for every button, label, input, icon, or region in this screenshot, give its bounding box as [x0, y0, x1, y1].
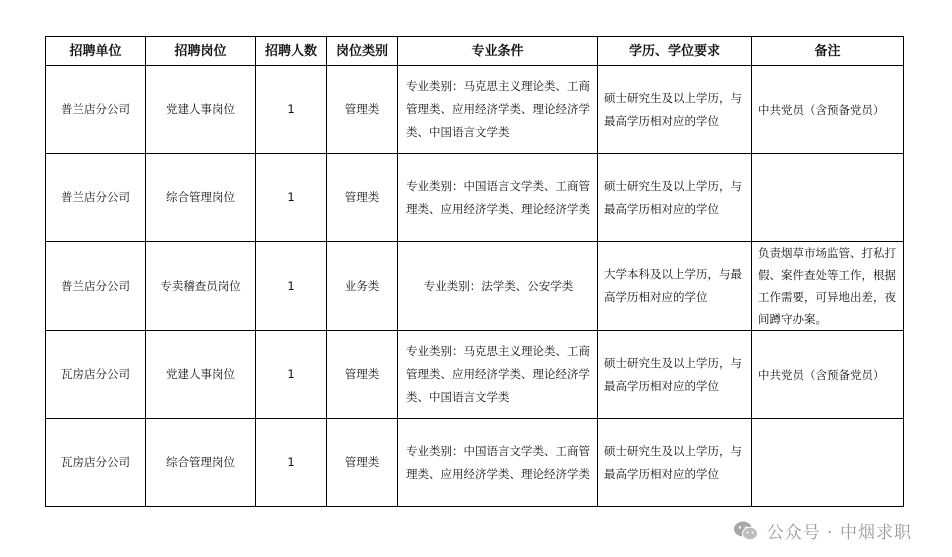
cell-position: 党建人事岗位	[146, 331, 256, 419]
header-major: 专业条件	[398, 37, 598, 66]
cell-unit: 瓦房店分公司	[46, 419, 146, 507]
cell-position: 综合管理岗位	[146, 419, 256, 507]
cell-unit: 瓦房店分公司	[46, 331, 146, 419]
cell-major: 专业类别：中国语言文学类、工商管理类、应用经济学类、理论经济学类	[398, 419, 598, 507]
table-header-row	[46, 37, 904, 66]
cell-category: 管理类	[327, 154, 398, 242]
table-row	[46, 331, 904, 419]
cell-education: 硕士研究生及以上学历，与最高学历相对应的学位	[598, 419, 752, 507]
cell-education: 大学本科及以上学历，与最高学历相对应的学位	[598, 242, 752, 331]
cell-note: 负责烟草市场监管、打私打假、案件查处等工作，根据工作需要，可异地出差，夜间蹲守办案。	[752, 242, 904, 331]
header-unit: 招聘单位	[46, 37, 146, 66]
cell-count: 1	[256, 242, 327, 331]
cell-category: 管理类	[327, 419, 398, 507]
watermark	[733, 518, 912, 543]
header-education: 学历、学位要求	[598, 37, 752, 66]
cell-major: 专业类别：法学类、公安学类	[398, 242, 598, 331]
cell-education: 硕士研究生及以上学历，与最高学历相对应的学位	[598, 66, 752, 154]
table-row	[46, 154, 904, 242]
cell-education: 硕士研究生及以上学历，与最高学历相对应的学位	[598, 154, 752, 242]
cell-note	[752, 419, 904, 507]
cell-major: 专业类别：马克思主义理论类、工商管理类、应用经济学类、理论经济学类、中国语言文学类	[398, 66, 598, 154]
header-count: 招聘人数	[256, 37, 327, 66]
table-row	[46, 419, 904, 507]
recruitment-table-container	[45, 36, 903, 507]
cell-category: 管理类	[327, 66, 398, 154]
cell-unit: 普兰店分公司	[46, 66, 146, 154]
cell-count: 1	[256, 66, 327, 154]
cell-category: 业务类	[327, 242, 398, 331]
cell-count: 1	[256, 154, 327, 242]
cell-unit: 普兰店分公司	[46, 242, 146, 331]
watermark-text: 公众号 · 中烟求职	[766, 523, 912, 543]
cell-count: 1	[256, 331, 327, 419]
table-row	[46, 66, 904, 154]
cell-position: 专卖稽查员岗位	[146, 242, 256, 331]
recruitment-table	[45, 36, 904, 507]
cell-unit: 普兰店分公司	[46, 154, 146, 242]
table-row	[46, 242, 904, 331]
cell-major: 专业类别：马克思主义理论类、工商管理类、应用经济学类、理论经济学类、中国语言文学类	[398, 331, 598, 419]
cell-education: 硕士研究生及以上学历，与最高学历相对应的学位	[598, 331, 752, 419]
header-note: 备注	[752, 37, 904, 66]
cell-position: 党建人事岗位	[146, 66, 256, 154]
cell-count: 1	[256, 419, 327, 507]
cell-note	[752, 154, 904, 242]
wechat-icon	[733, 520, 759, 542]
cell-major: 专业类别：中国语言文学类、工商管理类、应用经济学类、理论经济学类	[398, 154, 598, 242]
cell-note: 中共党员（含预备党员）	[752, 331, 904, 419]
header-position: 招聘岗位	[146, 37, 256, 66]
cell-category: 管理类	[327, 331, 398, 419]
cell-note: 中共党员（含预备党员）	[752, 66, 904, 154]
header-category: 岗位类别	[327, 37, 398, 66]
cell-position: 综合管理岗位	[146, 154, 256, 242]
